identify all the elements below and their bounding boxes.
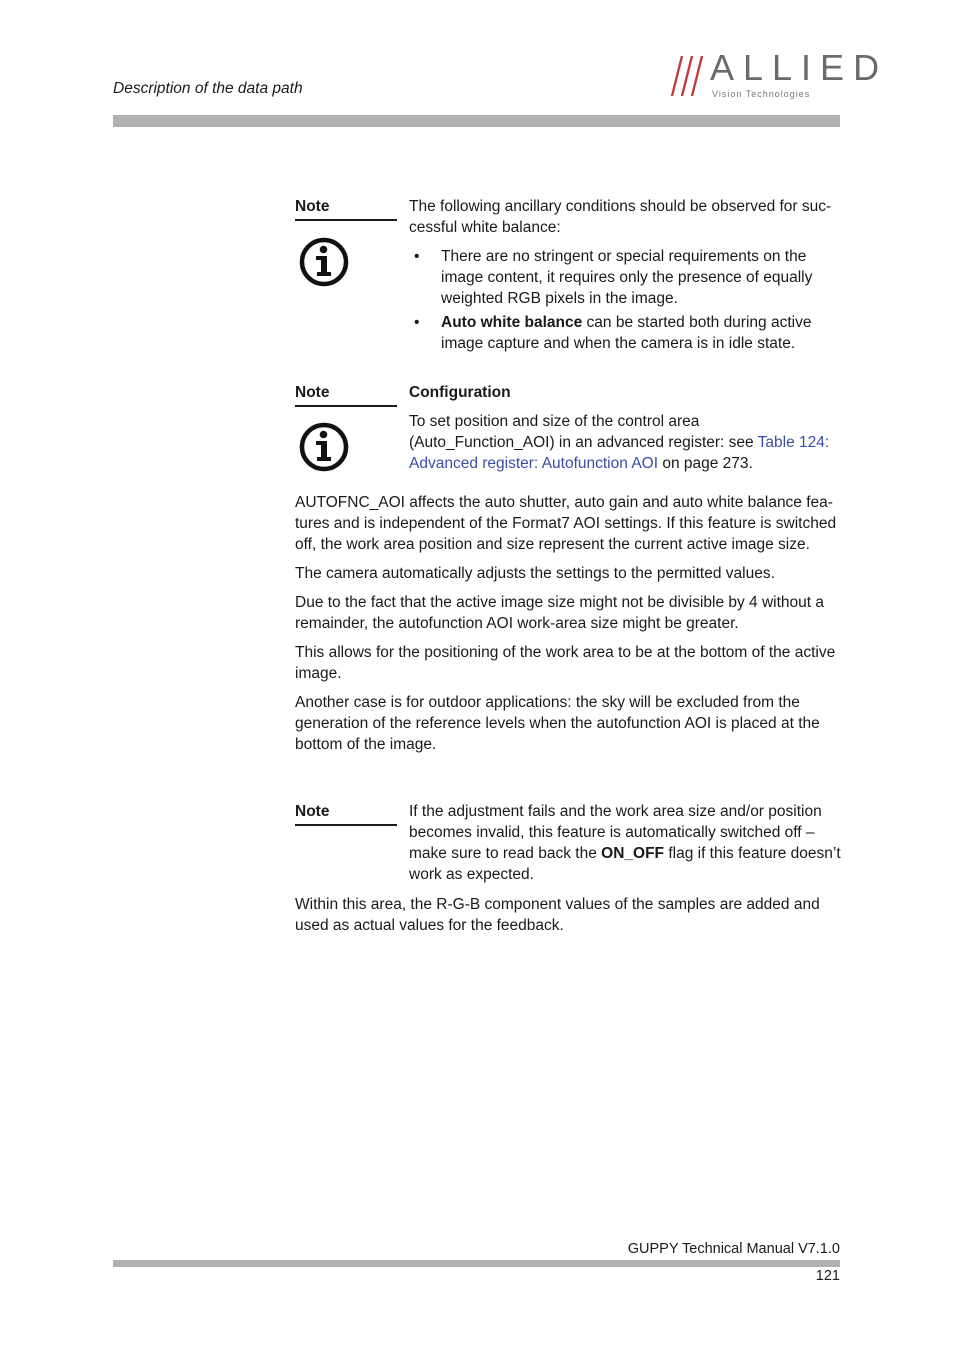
paragraph: The camera automatically adjusts the settings to the permitted values. <box>295 565 775 582</box>
paragraph: This allows for the positioning of the work area to be at the bottom of the active image. <box>295 644 836 682</box>
section-title: Description of the data path <box>113 80 303 97</box>
table-124-link[interactable]: Table 124: Advanced register: Autofunction AOI <box>409 434 830 472</box>
note-label: Note <box>295 196 397 221</box>
logo-slashes-icon <box>668 54 712 98</box>
paragraph: Due to the fact that the active image size might not be divisible by 4 without a remainder, the autofunction AOI work-area size might be greater. <box>295 594 825 632</box>
note-label: Note <box>295 382 397 407</box>
page-number: 121 <box>815 1268 840 1284</box>
note1-intro: The following ancillary conditions should be observed for suc-cessful white balance: <box>409 198 832 236</box>
list-item <box>409 312 841 354</box>
bullet-text: can be started both during active image capture and when the camera is in idle state. <box>441 314 812 352</box>
manual-title: GUPPY Technical Manual V7.1.0 <box>627 1241 840 1257</box>
allied-logo <box>668 47 889 102</box>
list-item <box>409 246 841 309</box>
closing-paragraph-block <box>295 894 841 944</box>
bullet-bold-term: Auto white balance <box>441 314 583 331</box>
info-icon <box>298 421 350 473</box>
on-off-flag: ON_OFF <box>601 845 665 862</box>
note2-content <box>409 382 841 474</box>
note-label: Note <box>295 801 397 826</box>
note1-bullets <box>409 246 841 354</box>
logo-subtitle: Vision Technologies <box>712 89 811 99</box>
body-paragraphs <box>295 492 841 763</box>
note2-heading: Configuration <box>409 384 511 401</box>
note2-text-before: To set position and size of the control area (Auto_Function_AOI) in an advanced register: see <box>409 413 758 451</box>
footer-divider <box>113 1260 840 1267</box>
note3-content <box>409 801 841 885</box>
bullet-icon: • <box>414 248 420 265</box>
info-icon <box>298 236 350 288</box>
paragraph: AUTOFNC_AOI affects the auto shutter, auto gain and auto white balance fea-tures and is independent of the Format7 AOI settings. If this feature is switched off, the work area position and size represent the current active image size. <box>295 494 837 553</box>
note2-text <box>409 411 841 474</box>
paragraph: Within this area, the R-G-B component values of the samples are added and used as actual values for the feedback. <box>295 896 820 934</box>
note3-text-after: flag if this feature doesn’t work as expected. <box>409 845 841 883</box>
header-divider <box>113 115 840 127</box>
bullet-text: There are no stringent or special requirements on the image content, it requires only the presence of equally weighted RGB pixels in the image. <box>441 248 813 307</box>
note2-text-after: on page 273. <box>658 455 753 472</box>
note1-content <box>409 196 841 357</box>
paragraph: Another case is for outdoor applications: the sky will be excluded from the generation of the reference levels when the autofunction AOI is placed at the bottom of the image. <box>295 694 820 753</box>
note3-text-before: If the adjustment fails and the work area size and/or position becomes invalid, this feature is automatically switched off – make sure to read back the <box>409 803 822 862</box>
bullet-icon: • <box>414 314 420 331</box>
logo-wordmark: ALLIED <box>710 47 889 88</box>
note3-text <box>409 801 841 885</box>
